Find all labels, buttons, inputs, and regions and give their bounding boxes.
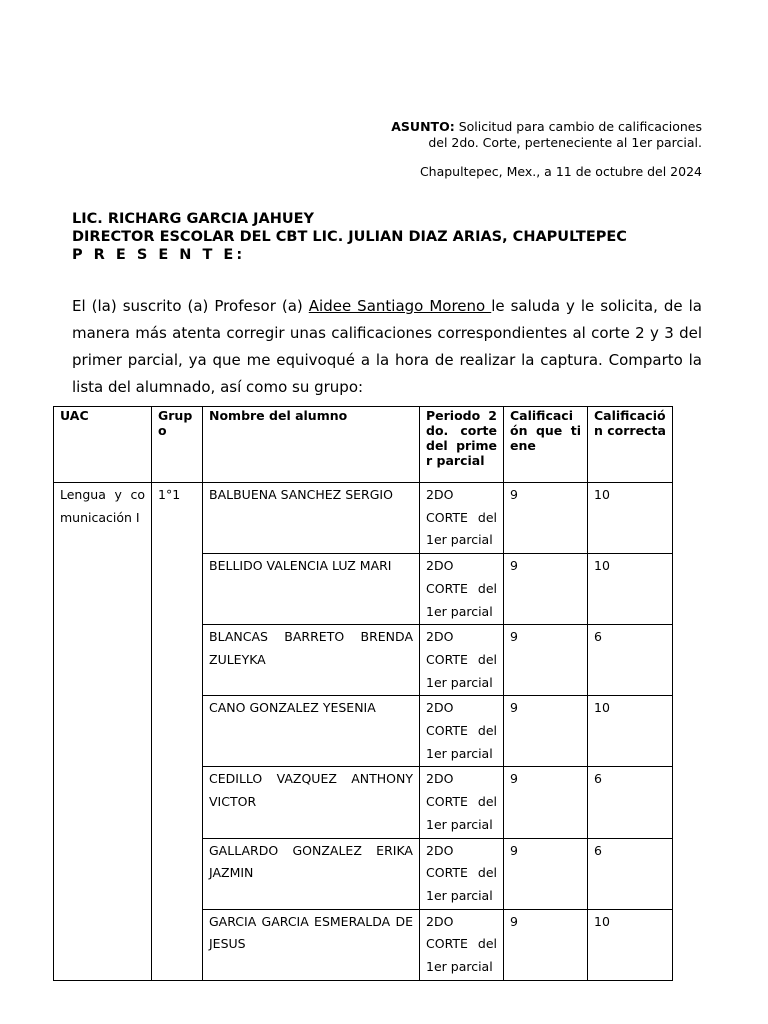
recipient-title: DIRECTOR ESCOLAR DEL CBT LIC. JULIAN DIAZ ARIAS, CHAPULTEPEC [72,229,627,245]
current-grade: 9 [504,554,588,625]
header-calificacion-correcta: Calificación correcta [588,407,673,483]
student-name: BELLIDO VALENCIA LUZ MARI [203,554,420,625]
table-row [54,483,673,554]
header-periodo: Periodo 2do. corte del primer parcial [420,407,504,483]
correct-grade: 6 [588,625,673,696]
student-name: BALBUENA SANCHEZ SERGIO [203,483,420,554]
period-cell: 2DO CORTE del 1er parcial [420,554,504,625]
correct-grade: 10 [588,483,673,554]
subject-line-1: Solicitud para cambio de calificaciones [458,119,702,134]
period-cell: 2DO CORTE del 1er parcial [420,483,504,554]
student-name: CANO GONZALEZ YESENIA [203,696,420,767]
correct-grade: 10 [588,909,673,980]
student-name: GARCIA GARCIA ESMERALDA DE JESUS [203,909,420,980]
period-cell: 2DO CORTE del 1er parcial [420,909,504,980]
period-cell: 2DO CORTE del 1er parcial [420,767,504,838]
table-header-row [54,407,673,483]
recipient-name: LIC. RICHARG GARCIA JAHUEY [72,211,315,227]
header-calificacion-tiene: Calificación que tiene [504,407,588,483]
student-name: CEDILLO VAZQUEZ ANTHONY VICTOR [203,767,420,838]
subject-label: ASUNTO: [391,119,455,134]
subject-block [391,119,702,151]
current-grade: 9 [504,483,588,554]
body-intro: El (la) suscrito (a) Profesor (a) [72,297,309,315]
current-grade: 9 [504,838,588,909]
correct-grade: 6 [588,838,673,909]
presente-label: P R E S E N T E: [72,247,246,263]
correct-grade: 10 [588,696,673,767]
recipient-block [72,210,627,264]
period-cell: 2DO CORTE del 1er parcial [420,838,504,909]
student-name: BLANCAS BARRETO BRENDA ZULEYKA [203,625,420,696]
date-line: Chapultepec, Mex., a 11 de octubre del 2024 [419,164,702,179]
body-rest: le saluda y le solicita, de la manera más atenta corregir unas calificaciones correspondientes al corte 2 y 3 del primer parcial, ya que me equivoqué a la hora de realizar la captura. Comparto la lista del alumnado, así como su grupo: [72,297,702,396]
header-grupo: Grupo [152,407,203,483]
current-grade: 9 [504,909,588,980]
correct-grade: 6 [588,767,673,838]
current-grade: 9 [504,767,588,838]
student-name: GALLARDO GONZALEZ ERIKA JAZMIN [203,838,420,909]
correct-grade: 10 [588,554,673,625]
header-uac: UAC [54,407,152,483]
current-grade: 9 [504,625,588,696]
period-cell: 2DO CORTE del 1er parcial [420,625,504,696]
uac-cell: Lengua y comunicación I [54,483,152,981]
header-nombre: Nombre del alumno [203,407,420,483]
grades-table-wrapper [53,406,672,975]
body-paragraph [72,293,702,401]
grades-table [53,406,673,981]
teacher-name: Aidee Santiago Moreno [308,297,492,315]
grupo-cell: 1°1 [152,483,203,981]
period-cell: 2DO CORTE del 1er parcial [420,696,504,767]
subject-line-2: del 2do. Corte, perteneciente al 1er parcial. [428,135,702,150]
current-grade: 9 [504,696,588,767]
